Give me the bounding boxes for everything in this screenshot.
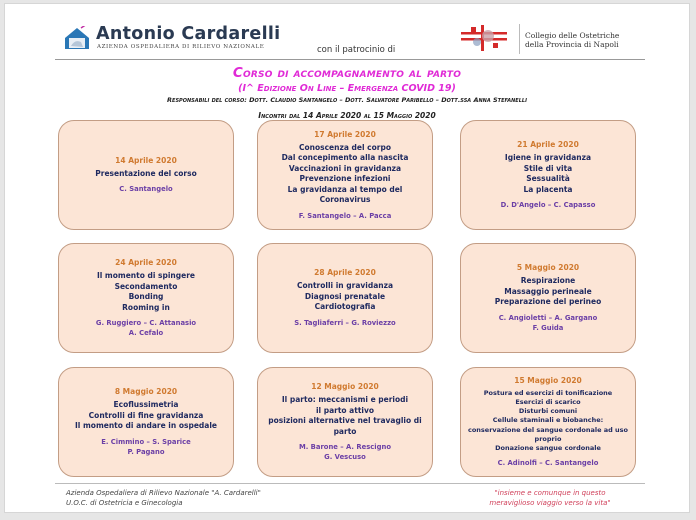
session-topic: Dal concepimento alla nascita [281,153,409,162]
session-speakers [294,318,395,328]
hospital-subtitle: AZIENDA OSPEDALIERA DI RILIEVO NAZIONALE [97,44,265,50]
session-date: 17 Aprile 2020 [314,129,376,139]
collegio-line-1: Collegio delle Ostetriche [525,31,620,40]
session-speakers [119,184,172,194]
session-date: 24 Aprile 2020 [115,258,177,267]
session-speakers [299,211,392,221]
session-speaker: P. Pagano [127,447,165,456]
session-speaker: E. Cimmino – S. Sparice [101,437,191,446]
session-card [257,243,433,353]
hospital-name: Antonio Cardarelli [96,24,281,44]
footer-motto-line-1: "insieme e comunque in questo [494,489,606,497]
footer-organization [66,488,261,508]
session-topics [505,153,591,195]
session-topic: Igiene in gravidanza [504,153,592,162]
session-speakers [498,458,599,468]
session-date: 14 Aprile 2020 [115,155,177,165]
session-speaker: C. Adinolfi – C. Santangelo [497,459,599,468]
session-topic: Respirazione [520,276,576,286]
session-speakers [96,318,196,338]
session-topic: La gravidanza al tempo del Coronavirus [287,184,403,204]
session-topics [75,400,217,432]
session-speaker: A. Cefalo [128,329,164,337]
session-speaker: M. Barone – A. Rescigno [298,443,392,451]
session-topics [467,389,629,453]
course-managers: Responsabili del corso: Dott. Claudio Santangelo – Dott. Salvatore Paribello – Dott.ssa Anna Stefanelli [167,96,527,104]
session-topics [97,271,195,313]
session-topics [95,169,197,180]
session-topics [495,276,602,308]
session-topic: Il momento di spingere [96,271,196,280]
session-speaker: C. Santangelo [119,185,173,194]
course-title: Corso di accompagnamento al parto [232,65,462,81]
session-topic: Preparazione del perineo [494,297,602,307]
session-speaker: C. Angioletti – A. Gargano [498,313,598,322]
session-speaker: F. Santangelo – A. Pacca [298,211,392,220]
session-card [58,367,234,477]
sessions-grid [5,4,689,512]
session-topic: il parto attivo [315,405,375,415]
session-topic: Cardiotografia [314,302,376,312]
session-topic: Il parto: meccanismi e periodi [281,395,409,404]
session-topic: Conoscenza del corpo [299,142,391,152]
session-card [257,367,433,477]
session-speakers [299,442,391,462]
session-date: 21 Aprile 2020 [517,140,579,149]
session-speaker: F. Guida [532,323,564,332]
session-topic: Ecoflussimetria [113,400,179,410]
session-topic: Controlli in gravidanza [296,281,394,291]
session-speaker: D. D'Angelo – C. Capasso [500,201,596,209]
session-speaker: G. Vescuso [324,453,366,461]
session-speakers [501,200,596,210]
footer-divider [55,483,645,484]
session-topic: Postura ed esercizi di tonificazione [483,388,613,397]
session-topic: Diagnosi prenatale [304,291,386,301]
session-topic: Prevenzione infezioni [299,174,391,183]
session-speaker: G. Ruggiero – C. Attanasio [95,319,197,327]
flyer-page [4,3,690,513]
session-topic: posizioni alternative nel travaglio di parto [268,416,422,436]
session-card [460,367,636,477]
course-edition: (I^ Edizione On Line – Emergenza COVID 19) [238,83,456,94]
footer-org-line-2: U.O.C. di Ostetricia e Ginecologia [66,499,183,507]
session-topic: Secondamento [114,281,178,291]
patronage-label: con il patrocinio di [317,45,396,55]
session-date: 12 Maggio 2020 [311,382,379,391]
footer-motto [460,488,640,508]
session-topic: Bonding [128,292,164,301]
session-date: 5 Maggio 2020 [516,263,580,273]
footer-motto-line-2: meraviglioso viaggio verso la vita" [489,499,611,507]
footer-org-line-1: Azienda Ospedaliera di Rilievo Nazionale "A. Cardarelli" [66,489,261,497]
session-topic: Presentazione del corso [95,168,197,178]
session-date: 8 Maggio 2020 [114,387,178,397]
session-speaker: S. Tagliaferri – G. Roviezzo [294,318,396,327]
session-topics [297,281,393,313]
collegio-line-2: della Provincia di Napoli [525,40,619,49]
course-dates: Incontri dal 14 Aprile 2020 al 15 Maggio 2020 [258,111,436,120]
session-topic: Vaccinazioni in gravidanza [288,163,402,173]
session-card [58,243,234,353]
session-card [460,120,636,230]
session-card [460,243,636,353]
session-topic: Donazione sangue cordonale [495,444,601,452]
session-card [257,120,433,230]
session-topic: Cellule staminali e biobanche: conservazione del sangue cordonale ad uso proprio [467,416,629,443]
session-card [58,120,234,230]
session-topic: Massaggio perineale [504,286,592,296]
session-speakers [101,437,191,457]
session-topic: Stile di vita [523,163,573,173]
session-speakers [499,313,598,333]
session-date: 15 Maggio 2020 [514,375,582,385]
session-topic: Disturbi comuni [518,407,578,416]
session-date: 28 Aprile 2020 [314,268,376,278]
session-topic: Il momento di andare in ospedale [75,421,217,431]
session-topics [264,143,426,206]
session-topic: Controlli di fine gravidanza [88,410,204,420]
session-topic: Esercizi di scarico [515,397,581,406]
session-topic: Rooming in [122,302,170,312]
session-topic: Sessualità [526,174,570,183]
session-topic: La placenta [523,184,573,194]
session-topics [264,395,426,437]
